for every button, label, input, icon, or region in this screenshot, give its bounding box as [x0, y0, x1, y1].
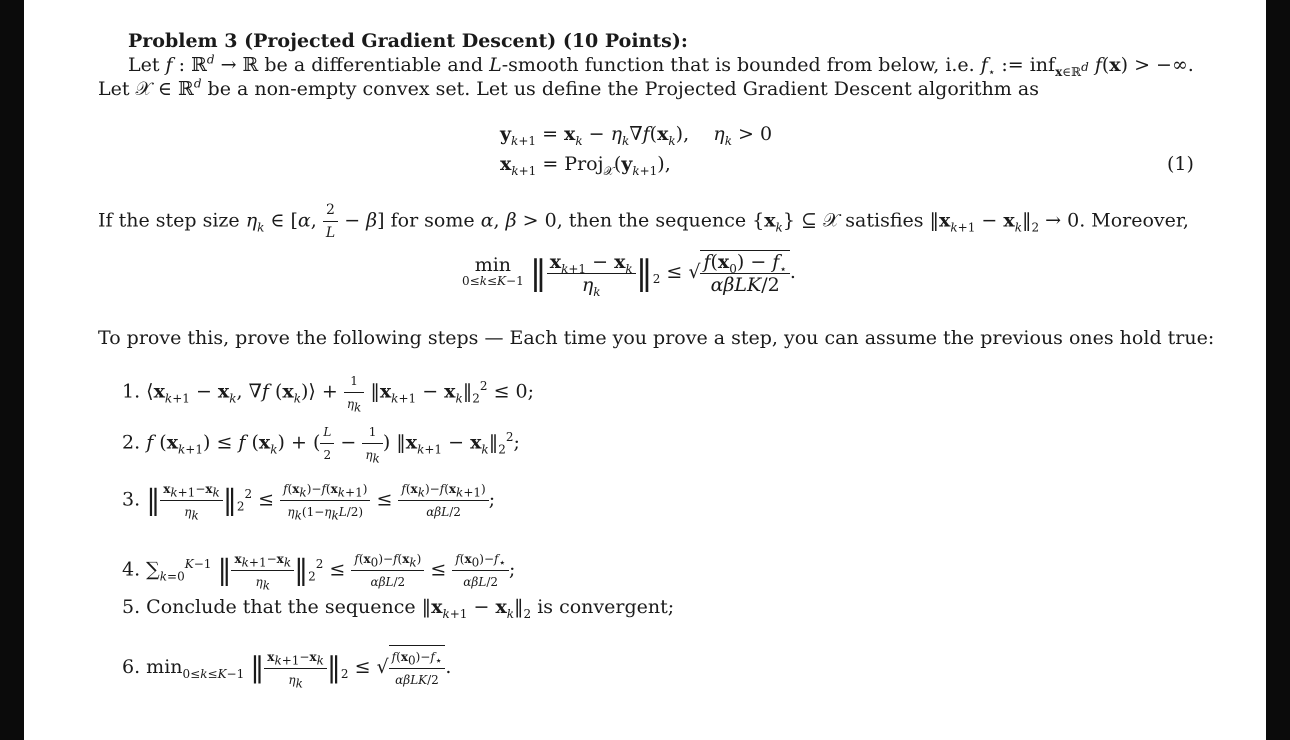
step-4: 4. $\sum_{k=0}^{K-1}$ ‖ $\frac{x_{k+1}-x_k}{\eta_k}$ $‖_2^2$ ≤ $\frac{f(x_0)-f(x_k)}{\text{αβL/2}}$ ≤ $\frac{f(x_0)-f_⋆}{\text{αβL/2}}$ ;: [122, 548, 515, 593]
step-number: 2.: [122, 431, 141, 454]
step-1: 1. $⟨x_{k+1} - x_k$, ∇f $(x_k)⟩$ + $\frac{1}{\eta_k}$ $‖x_{k+1}$ − $x_k‖_2^2 \le 0$;: [122, 370, 534, 415]
step-number: 6.: [122, 656, 141, 678]
equation-number: (1): [1167, 153, 1194, 175]
right-dark-border: [1266, 0, 1290, 740]
step-number: 4.: [122, 558, 141, 581]
step-number: 3.: [122, 488, 141, 511]
main-bound-equation: min 0≤k≤K−1 ‖ $\frac{x_{k+1} - x_k}{\eta_k}$ $‖_2$ ≤ √ $\frac{f(x_0) - f_⋆}{\text{αβLK/2}}$ .: [462, 250, 796, 299]
step-2: 2. f $(x_{k+1}) \le f$ $(x_k)$ + ( $\frac{L}{2}$ − $\frac{1}{\eta_k}$ ) $‖x_{k+1}$ − $x_k‖_2^2$;: [122, 421, 520, 466]
equation-1-line-2: $x_{k+1}$ = $Proj_𝒳(y_{k+1})$,: [500, 153, 671, 178]
claim-line: If the step size $\eta_k$ ∈ [α, $\frac{2}{L}$ − β] for some α, β > 0, then the sequence $\{x_k\}$ ⊆ 𝒳 satisfies $‖x_{k+1}$ − $x_k‖_2 \to 0$. Moreover,: [98, 199, 1189, 244]
equation-1-line-1: $y_{k+1} = x_k - \eta_k\nabla f(x_k)$, $\eta_k > 0$: [500, 123, 773, 148]
intro-line-1: Let f : ℝ$^d$ → ℝ be a differentiable and L-smooth function that is bounded from below, i.e. $f_⋆$ := inf$_{x\in ℝ^d}$ f(x) > −∞.: [128, 52, 1194, 79]
left-dark-border: [0, 0, 24, 740]
intro-line-2: Let 𝒳 ∈ ℝ$^d$ be a non-empty convex set. Let us define the Projected Gradient Descent algorithm as: [98, 76, 1039, 100]
instruction-line: To prove this, prove the following steps — Each time you prove a step, you can assume the previous ones hold true:: [98, 327, 1215, 349]
step-number: 5.: [122, 596, 141, 618]
step-number: 1.: [122, 380, 141, 403]
step-5: 5. Conclude that the sequence $‖x_{k+1}$ − $x_k‖_2$ is convergent;: [122, 596, 675, 621]
problem-title: Problem 3 (Projected Gradient Descent) (10 Points):: [128, 30, 688, 52]
step-3: 3. ‖ $\frac{x_{k+1}-x_k}{\eta_k}$ $‖_2^2$ ≤ $\frac{f(x_k)-f(x_{k+1})}{\eta_k(1-\eta_kL/2)}$ ≤ $\frac{f(x_k)-f(x_{k+1})}{\text{αβL/2}}$ ;: [122, 478, 495, 523]
step-6: 6. $\min_{0\le k\le K-1}$ ‖ $\frac{x_{k+1}-x_k}{\eta_k}$ $‖_2$ ≤ √ $\frac{f(x_0)-f_⋆}{\text{αβLK/2}}$ .: [122, 645, 451, 691]
document-page: [24, 0, 1266, 740]
